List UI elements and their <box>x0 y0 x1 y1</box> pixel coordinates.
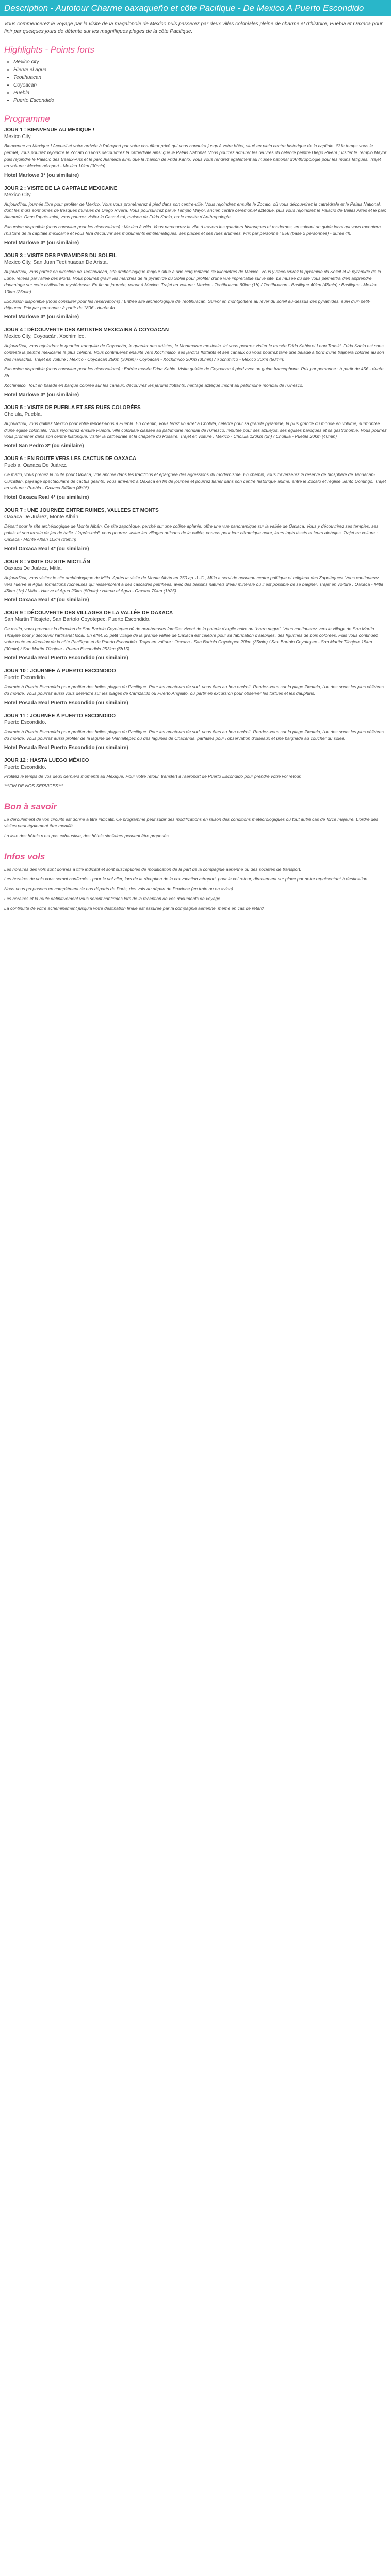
day-body <box>4 625 387 652</box>
day-section <box>0 405 391 449</box>
day-paragraph: Ce matin, vous prendrez la direction de San Bartolo Coyotepec où de nombreuses familles vivent de la poterie d'argile noire ou "barro negro". Vous continuerez vers le village de San Martin Tilcajete pour y découvrir l'artisanat local. En effet, ici petit village de la grande vallée de Oaxaca est célèbre pour sa fabrication d'alebrijes, des figurines de bois colorées. Puis vous continuez votre route en direction de la côte Pacifique et de Puerto Escondido. Trajet en voiture : Oaxaca - San Bartolo Coyotepec 20km (35min) / San Bartolo Coyotepec - San Martin Tilcajete 15km (30min) / San Martin Tilcajete - Puerto Escondido 253km (6h15) <box>4 626 378 652</box>
day-section <box>0 127 391 178</box>
day-place: Mexico City, San Juan Teotihuacan De Arista. <box>4 260 108 266</box>
day-paragraph: Excursion disponible (nous consulter pour les réservations) : Mexico à vélo. Vous parcourrez la ville à travers les quartiers historiques et modernes, en suivant un guide local qui vous racontera l'histoire de la capitale mexicaine et vous fera découvrir ses monuments emblématiques, ses places et ses rues animées. Prix par personne : 55€ (base 2 personnes) - durée 4h. <box>4 224 381 236</box>
day-title: JOUR 3 : VISITE DES PYRAMIDES DU SOLEIL <box>4 253 117 259</box>
day-body <box>4 523 387 543</box>
day-body <box>4 773 387 790</box>
day-body <box>4 201 387 237</box>
flight-info-notes <box>0 866 391 911</box>
day-hotel: Hotel Oaxaca Real 4* (ou similaire) <box>4 597 89 603</box>
page <box>0 0 391 925</box>
day-hotel: Hotel Oaxaca Real 4* (ou similaire) <box>4 546 89 552</box>
day-section <box>0 327 391 397</box>
day-place: Mexico City. <box>4 134 32 140</box>
day-title: JOUR 8 : VISITE DU SITE MICTLÁN <box>4 558 90 565</box>
highlights-heading: Highlights - Points forts <box>4 45 94 55</box>
day-hotel: Hotel Oaxaca Real 4* (ou similaire) <box>4 495 89 501</box>
day-hotel: Hotel Marlowe 3* (ou similaire) <box>4 172 79 178</box>
day-hotel: Hotel Posada Real Puerto Escondido (ou similaire) <box>4 700 128 706</box>
day-paragraph: Xochimilco. Tout en balade en barque colorée sur les canaux, découvrez les jardins flottants, héritage aztèque inscrit au patrimoine mondial de l'Unesco. <box>4 382 304 388</box>
day-place: Mexico City. <box>4 192 32 198</box>
day-section <box>0 185 391 246</box>
info-text: Les horaires de vols vous seront confirmés - pour le vol aller, lors de la réception de la convocation aéroport, pour le vol retour, directement sur place par notre représentant à destination. <box>4 876 369 882</box>
day-body <box>4 268 387 311</box>
day-paragraph: Aujourd'hui, vous quittez Mexico pour votre rendez-vous à Puebla. En chemin, vous ferez un arrêt à Cholula, célèbre pour sa grande pyramide, la plus grande du monde en volume, surmontée d'une église coloniale. Vous rejoindrez ensuite Puebla, ville coloniale classée au patrimoine mondial de l'Unesco, réputée pour ses azulejos, ses églises baroques et sa gastronomie. Vous pourrez vous promener dans son centre historique, visiter la cathédrale et la chapelle du Rosaire. Trajet en voiture : Mexico - Cholula 120km (2h) / Cholula - Puebla 20km (40min) <box>4 420 387 439</box>
day-place: Puerto Escondido. <box>4 674 46 681</box>
day-body <box>4 471 387 492</box>
list-item: • Mexico city <box>13 58 391 66</box>
list-item: • Coyoacan <box>13 81 391 89</box>
good-to-know-heading: Bon à savoir <box>4 802 57 812</box>
day-paragraph: Aujourd'hui, vous visitez le site archéologique de Mitla. Après la visite de Monte Albán en 750 ap. J.-C., Mitla a servi de nouveau centre politique et religieux des Zapotèques. Vous continuerez vers Hierve el Agua, formations rocheuses qui ressemblent à des cascades pétrifiées, avec des bassins naturels d'eau minérale où il est possible de se baigner. Trajet en voiture : Oaxaca - Mitla 45km (1h) / Mitla - Hierve el Agua 20km (50min) / Hierve el Agua - Oaxaca 70km (1h25) <box>4 574 384 594</box>
list-item: • Hierve el agua <box>13 66 391 74</box>
day-paragraph: Journée à Puerto Escondido pour profiter des belles plages du Pacifique. Pour les amateurs de surf, vous êtes au bon endroit. Rendez-vous sur la plage Zicatela, l'un des spots les plus célèbres du monde. Vous pourrez aussi profiter de la lagune de Manialtepec ou des lagunes de Chacahua, parfaites pour l'observation d'oiseaux et une baignade au coucher du soleil. <box>4 728 384 741</box>
day-hotel: Hotel Marlowe 3* (ou similaire) <box>4 392 79 398</box>
day-title: JOUR 1 : BIENVENUE AU MEXIQUE ! <box>4 127 95 133</box>
day-place: Oaxaca De Juárez, Mitla. <box>4 565 62 571</box>
day-body <box>4 728 387 742</box>
info-text: La continuité de votre acheminement jusqu'à votre destination finale est assurée par la compagnie aérienne, même en cas de retard. <box>4 905 265 911</box>
day-section <box>0 758 391 790</box>
day-paragraph: Départ pour le site archéologique de Monte Albán. Ce site zapotèque, perché sur une colline aplanie, offre une vue panoramique sur la vallée de Oaxaca. Vous y découvrirez ses temples, ses palais et son terrain de jeu de balle. L'après-midi, vous pourrez visiter les villages artisans de la vallée, connus pour leur céramique noire, leurs tapis tissés et leurs alebrijes. Trajet en voiture : Oaxaca - Monte Alban 10km (25min) <box>4 523 379 542</box>
day-title: JOUR 2 : VISITE DE LA CAPITALE MEXICAINE <box>4 185 118 191</box>
day-hotel: Hotel Marlowe 3* (ou similaire) <box>4 314 79 320</box>
info-text: Les horaires des vols sont donnés à titre indicatif et sont susceptibles de modification de la part de la compagnie aérienne ou des sociétés de transport. <box>4 866 302 872</box>
page-title: Description - Autotour Charme oaxaqueño et côte Pacifique - De Mexico A Puerto Escondido <box>0 0 391 16</box>
day-body <box>4 684 387 697</box>
list-item: • Puebla <box>13 89 391 97</box>
day-section <box>0 610 391 661</box>
highlights-list <box>0 58 391 105</box>
info-text: Nous vous proposons en complément de nos départs de Paris, des vols au départ de Province (en train ou en avion). <box>4 886 235 891</box>
info-text: Les horaires et la route définitivement vous seront confirmés lors de la réception de vos documents de voyage. <box>4 895 222 901</box>
day-paragraph: Aujourd'hui, vous rejoindrez le quartier tranquille de Coyoacán, le quartier des artistes, le Montmartre mexicain. Ici vous pourrez visiter le musée Frida Kahlo et Leon Trotski. Frida Kahlo est sans conteste la peintre mexicaine la plus célèbre. Vous continuerez ensuite vers Xochimilco, ses jardins flottants et ses canaux où vous pourrez faire une balade à bord d'une trajinera colorée au son des mariachis. Trajet en voiture : Mexico - Coyoacan 25km (30min) / Coyoacan - Xochimilco 20km (30min) / Xochimilco - Mexico 30km (50min) <box>4 343 384 362</box>
day-place: Mexico City, Coyoacán, Xochimilco. <box>4 334 86 340</box>
day-body <box>4 574 387 595</box>
day-section <box>0 668 391 706</box>
list-item: • Teotihuacan <box>13 74 391 81</box>
day-paragraph: ***FIN DE NOS SERVICES*** <box>4 783 63 789</box>
day-section <box>0 456 391 500</box>
day-body <box>4 143 387 170</box>
day-section <box>0 253 391 320</box>
day-place: Oaxaca De Juárez, Monte Albán. <box>4 514 80 520</box>
day-paragraph: Bienvenue au Mexique ! Accueil et votre arrivée à l'aéroport par votre chauffeur privé qui vous conduira jusqu'à votre hôtel, situé en plein centre historique de la capitale. Si le temps vous le permet, vous pourrez rejoindre le Zocalo ou vous découvrirez la cathédrale ainsi que le Palais National. Vous pourrez admirer les œuvres du célèbre peintre Diego Rivera ; visiter le Templo Mayor puis rejoindre le Palacio des Beaux-Arts et le parc Alameda ainsi que la maison de Frida Kahlo. Vous vous rendrez également au musée national d'Anthropologie pour les moins fatigués. Trajet en voiture : Mexico aéroport - Mexico 10km (30min) <box>4 143 387 168</box>
day-title: JOUR 6 : EN ROUTE VERS LES CACTUS DE OAXACA <box>4 456 137 462</box>
day-title: JOUR 9 : DÉCOUVERTE DES VILLAGES DE LA VALLÉE DE OAXACA <box>4 610 173 616</box>
day-paragraph: Aujourd'hui, vous partez en direction de Teotihuacan, site archéologique majeur situé à une cinquantaine de kilomètres de Mexico. Vous y découvrirez la pyramide du Soleil et la pyramide de la Lune, reliées par l'allée des Morts. Vous pourrez gravir les marches de la pyramide du Soleil pour profiter d'une vue imprenable sur le site. Le musée du site vous permettra d'en apprendre davantage sur cette civilisation mystérieuse. En fin de journée, retour à Mexico. Trajet en voiture : Mexico - Teotihuacan 60km (1h) / Teotihuacan - Basilique 40km (45min) / Basilique - Mexico 10km (25min) <box>4 269 381 294</box>
day-paragraph: Excursion disponible (nous consulter pour les réservations) : Entrée musée Frida Kahlo. Visite guidée de Coyoacan à pied avec un guide francophone. Prix par personne : à partir de 45€ - durée 3h. <box>4 366 384 378</box>
program-days <box>0 127 391 789</box>
day-hotel: Hotel San Pedro 3* (ou similaire) <box>4 443 84 449</box>
day-hotel: Hotel Posada Real Puerto Escondido (ou similaire) <box>4 655 128 661</box>
note-text: La liste des hôtels n'est pas exhaustive, des hôtels similaires peuvent être proposés. <box>4 833 170 839</box>
day-body <box>4 343 387 388</box>
day-title: JOUR 5 : VISITE DE PUEBLA ET SES RUES COLORÉES <box>4 404 141 411</box>
day-title: JOUR 10 : JOURNÉE À PUERTO ESCONDIDO <box>4 668 116 674</box>
day-paragraph: Ce matin, vous prenez la route pour Oaxaca, ville ancrée dans les traditions et épargnée des agressions du modernisme. En chemin, vous traverserez la réserve de biosphère de Tehuacán-Cuicatlán, paysage spectaculaire de cactus géants. Vous arriverez à Oaxaca en fin de journée et pourrez flâner dans son centre historique animé, entre le Zocalo et l'église Santo Domingo. Trajet en voiture : Puebla - Oaxaca 340km (4h15) <box>4 472 386 491</box>
intro-text: Vous commencerez le voyage par la visite de la magalopole de Mexico puis passerez par deux villes coloniales pleine de charme et d'histoire, Puebla et Oaxaca pour finir par quelques jours de détente sur les magnifiques plages de la côte Pacifique. <box>4 21 383 35</box>
good-to-know-notes <box>0 816 391 839</box>
day-body <box>4 420 387 440</box>
day-paragraph: Excursion disponible (nous consulter pour les réservations) : Entrée site archéologique de Teotihuacan. Survol en montgolfière au lever du soleil au-dessus des pyramides, suivi d'un petit-déjeuner. Prix par personne : à partir de 180€ - durée 4h. <box>4 298 371 311</box>
day-place: Puerto Escondido. <box>4 719 46 725</box>
day-hotel: Hotel Posada Real Puerto Escondido (ou similaire) <box>4 744 128 751</box>
list-item: • Puerto Escondido <box>13 97 391 105</box>
day-place: Cholula, Puebla. <box>4 411 42 417</box>
program-heading: Programme <box>4 114 50 124</box>
flight-info-heading: Infos vols <box>4 851 45 861</box>
day-paragraph: Aujourd'hui, journée libre pour profiter de Mexico. Vous vous promènerez à pied dans son centre-ville. Vous rejoindrez ensuite le Zocalo, où vous découvrirez la cathédrale et le Palais National, dont les murs sont ornés de fresques murales de Diego Rivera. Vous poursuivrez par le Templo Mayor, ancien centre cérémoniel aztèque, puis vous rejoindrez le Palacio de Bellas Artes et le parc Alameda. Dans l'après-midi, vous pourrez visiter la Casa Azul, maison de Frida Kahlo, ou le musée d'Anthropologie. <box>4 201 387 220</box>
day-section <box>0 559 391 603</box>
day-paragraph: Profitez le temps de vos deux derniers moments au Mexique. Pour votre retour, transfert à l'aéroport de Puerto Escondido pour prendre votre vol retour. <box>4 773 302 779</box>
day-title: JOUR 4 : DÉCOUVERTE DES ARTISTES MEXICAINS À COYOACAN <box>4 327 169 333</box>
day-hotel: Hotel Marlowe 3* (ou similaire) <box>4 240 79 246</box>
note-text: Le déroulement de vos circuits est donné à titre indicatif. Ce programme peut subir des modifications en raison des conditions météorologiques ou tout autre cas de force majeure. L'ordre des visites peut également être modifié. <box>4 817 378 829</box>
day-place: Puerto Escondido. <box>4 764 46 770</box>
day-title: JOUR 7 : UNE JOURNÉE ENTRE RUINES, VALLÉES ET MONTS <box>4 507 159 514</box>
day-place: San Martin Tilcajete, San Bartolo Coyotepec, Puerto Escondido. <box>4 617 151 623</box>
day-place: Puebla, Oaxaca De Juárez. <box>4 463 68 469</box>
day-title: JOUR 11 : JOURNÉE À PUERTO ESCONDIDO <box>4 713 116 719</box>
day-title: JOUR 12 : HASTA LUEGO MÉXICO <box>4 757 89 764</box>
day-section <box>0 713 391 751</box>
day-paragraph: Journée à Puerto Escondido pour profiter des belles plages du Pacifique. Pour les amateurs de surf, vous êtes au bon endroit. Rendez-vous sur la plage Zicatela, l'un des spots les plus célèbres du monde. Vous pourrez aussi vous détendre sur les plages de Carrizalillo ou Puerto Angelito, ou partir en excursion pour observer les tortues et les dauphins. <box>4 684 384 696</box>
day-section <box>0 507 391 552</box>
